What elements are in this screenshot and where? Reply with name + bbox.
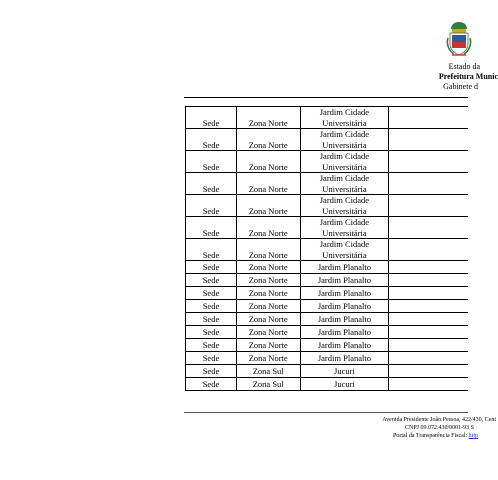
zone-cell: Zona Norte	[236, 287, 300, 300]
region-cell: Sede	[186, 173, 237, 195]
neighborhood-cell: Jardim Cidade Universitária	[300, 107, 389, 129]
empty-cell	[389, 107, 468, 129]
neighborhood-cell: Jardim Cidade Universitária	[300, 195, 389, 217]
table-row	[186, 365, 469, 378]
state-name: Estado da	[448, 62, 480, 71]
footer	[300, 416, 496, 440]
neighborhood-cell: Jardim Cidade Universitária	[300, 129, 389, 151]
empty-cell	[389, 151, 468, 173]
zone-cell: Zona Norte	[236, 195, 300, 217]
zone-cell: Zona Norte	[236, 261, 300, 274]
office-name: Gabinete d	[443, 82, 478, 91]
table-row	[186, 173, 469, 195]
neighborhood-cell: Jucuri	[300, 365, 389, 378]
zone-cell: Zona Norte	[236, 217, 300, 239]
empty-cell	[389, 129, 468, 151]
region-cell: Sede	[186, 365, 237, 378]
table-row	[186, 300, 469, 313]
region-cell: Sede	[186, 151, 237, 173]
neighborhood-cell: Jardim Planalto	[300, 300, 389, 313]
neighborhood-cell: Jardim Planalto	[300, 313, 389, 326]
prefecture-name: Prefeitura Munic	[438, 72, 498, 81]
neighborhood-cell: Jardim Planalto	[300, 326, 389, 339]
empty-cell	[389, 217, 468, 239]
empty-cell	[389, 274, 468, 287]
neighborhood-cell: Jardim Cidade Universitária	[300, 173, 389, 195]
neighborhood-cell: Jardim Cidade Universitária	[300, 239, 389, 261]
neighborhood-cell: Jardim Planalto	[300, 261, 389, 274]
zone-cell: Zona Norte	[236, 274, 300, 287]
locations-table	[185, 106, 468, 391]
region-cell: Sede	[186, 129, 237, 151]
empty-cell	[389, 261, 468, 274]
zone-cell: Zona Sul	[236, 365, 300, 378]
empty-cell	[389, 239, 468, 261]
zone-cell: Zona Norte	[236, 339, 300, 352]
empty-cell	[389, 300, 468, 313]
region-cell: Sede	[186, 339, 237, 352]
neighborhood-cell: Jardim Cidade Universitária	[300, 217, 389, 239]
table-row	[186, 195, 469, 217]
region-cell: Sede	[186, 261, 237, 274]
table-row	[186, 151, 469, 173]
zone-cell: Zona Sul	[236, 378, 300, 391]
region-cell: Sede	[186, 313, 237, 326]
region-cell: Sede	[186, 378, 237, 391]
table-row	[186, 352, 469, 365]
footer-cnpj: CNPJ 09.072.430/0001-93 S	[404, 425, 474, 431]
zone-cell: Zona Norte	[236, 352, 300, 365]
region-cell: Sede	[186, 274, 237, 287]
empty-cell	[389, 195, 468, 217]
empty-cell	[389, 378, 468, 391]
footer-divider	[184, 412, 468, 413]
table-row	[186, 339, 469, 352]
zone-cell: Zona Norte	[236, 173, 300, 195]
empty-cell	[389, 173, 468, 195]
neighborhood-cell: Jardim Planalto	[300, 339, 389, 352]
region-cell: Sede	[186, 326, 237, 339]
zone-cell: Zona Norte	[236, 151, 300, 173]
footer-portal	[300, 432, 478, 440]
table-row	[186, 129, 469, 151]
footer-portal-label: Portal da Transparência Fiscal:	[393, 433, 469, 439]
footer-address: Avenida Presidente João Pessoa, 422/430, Cent	[382, 417, 496, 423]
zone-cell: Zona Norte	[236, 107, 300, 129]
footer-portal-link[interactable]: http	[468, 433, 478, 439]
zone-cell: Zona Norte	[236, 300, 300, 313]
table-row	[186, 107, 469, 129]
neighborhood-cell: Jardim Planalto	[300, 274, 389, 287]
table-row	[186, 378, 469, 391]
zone-cell: Zona Norte	[236, 239, 300, 261]
neighborhood-cell: Jardim Planalto	[300, 352, 389, 365]
table-row	[186, 217, 469, 239]
table-row	[186, 261, 469, 274]
region-cell: Sede	[186, 217, 237, 239]
neighborhood-cell: Jucuri	[300, 378, 389, 391]
letterhead	[330, 62, 498, 92]
empty-cell	[389, 287, 468, 300]
table-row	[186, 313, 469, 326]
empty-cell	[389, 339, 468, 352]
region-cell: Sede	[186, 107, 237, 129]
region-cell: Sede	[186, 300, 237, 313]
header-divider	[184, 97, 468, 98]
region-cell: Sede	[186, 195, 237, 217]
coat-of-arms-icon	[446, 20, 472, 58]
table-row	[186, 274, 469, 287]
neighborhood-cell: Jardim Cidade Universitária	[300, 151, 389, 173]
table-row	[186, 239, 469, 261]
region-cell: Sede	[186, 352, 237, 365]
empty-cell	[389, 313, 468, 326]
empty-cell	[389, 365, 468, 378]
zone-cell: Zona Norte	[236, 326, 300, 339]
table-row	[186, 326, 469, 339]
region-cell: Sede	[186, 239, 237, 261]
empty-cell	[389, 352, 468, 365]
table-row	[186, 287, 469, 300]
empty-cell	[389, 326, 468, 339]
zone-cell: Zona Norte	[236, 129, 300, 151]
neighborhood-cell: Jardim Planalto	[300, 287, 389, 300]
region-cell: Sede	[186, 287, 237, 300]
zone-cell: Zona Norte	[236, 313, 300, 326]
